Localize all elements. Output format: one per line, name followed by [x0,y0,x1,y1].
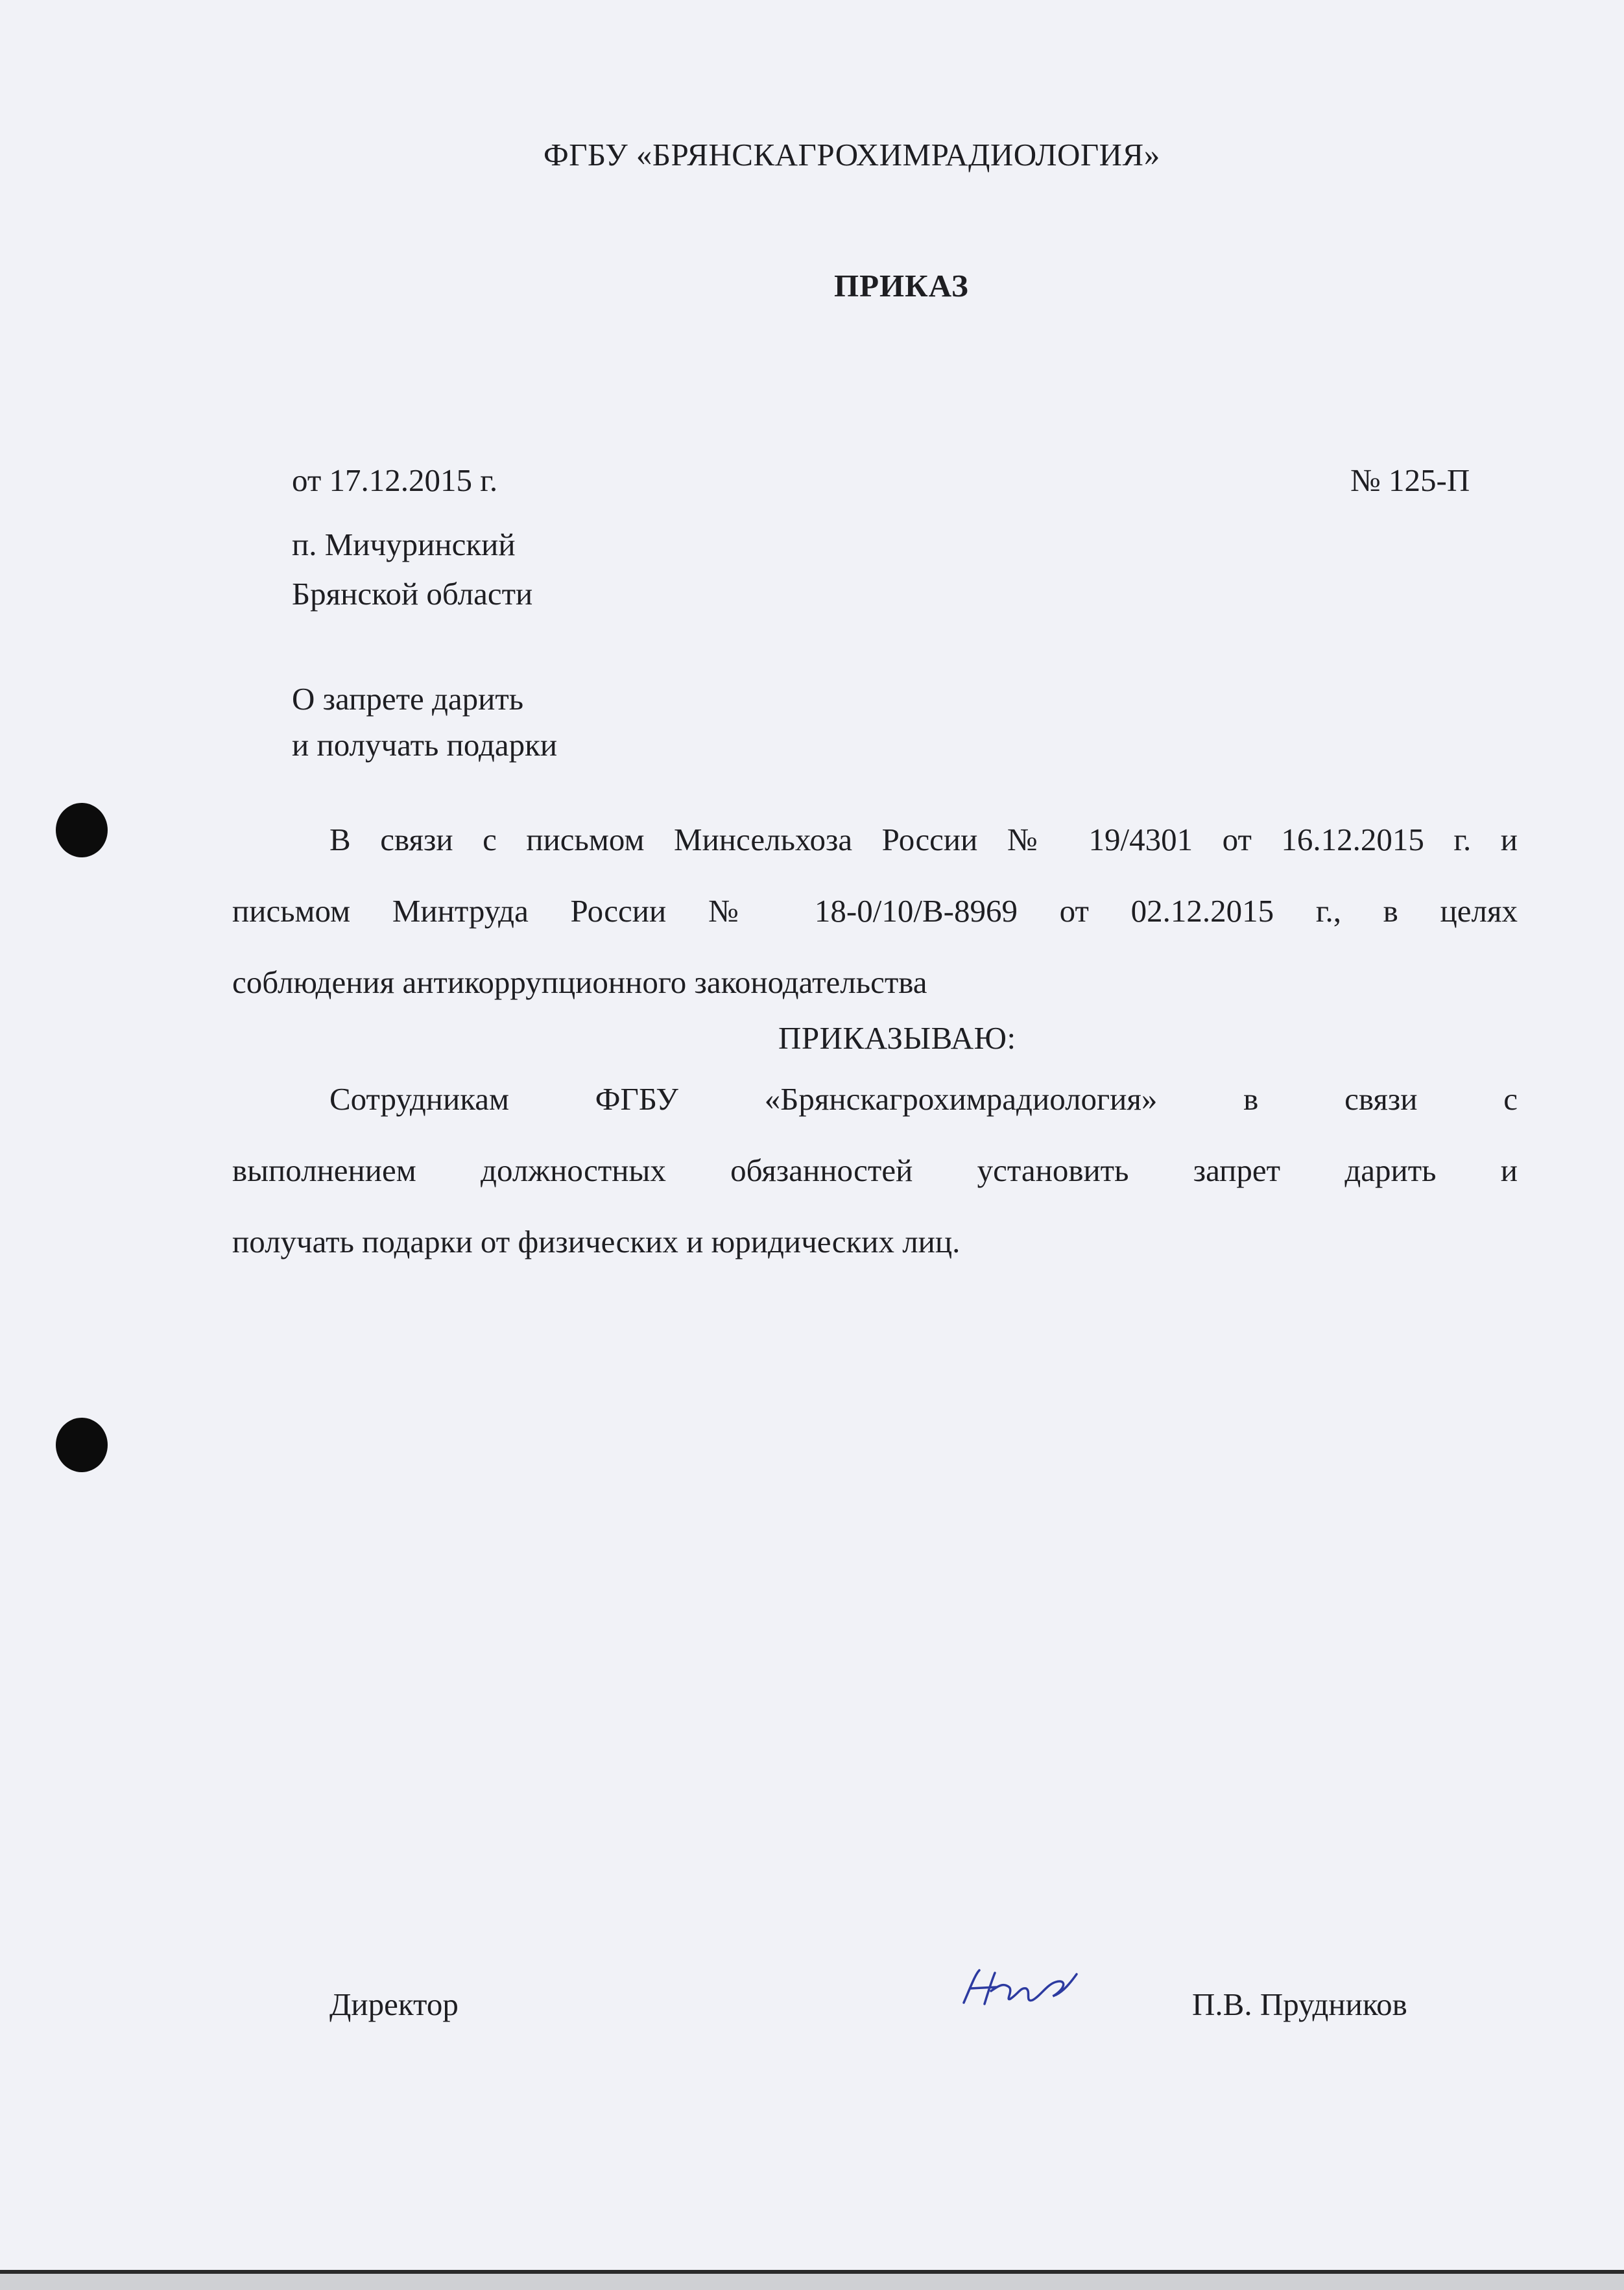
punch-hole [56,1418,108,1472]
signer-role: Директор [329,1986,459,2022]
order-line: Сотрудникам ФГБУ «Брянскагрохимрадиология» в связи с [329,1081,1518,1117]
order-line: получать подарки от физических и юридических лиц. [232,1224,961,1259]
document-title: ПРИКАЗ [834,268,969,304]
subject-line-1: О запрете дарить [292,681,524,717]
order-number: № 125-П [1350,462,1470,498]
place-line-2: Брянской области [292,576,533,612]
signer-name: П.В. Прудников [1192,1986,1407,2022]
preamble-line: письмом Минтруда России № 18-0/10/В-8969 от 02.12.2015 г., в целях [232,893,1518,929]
order-date: от 17.12.2015 г. [292,462,498,498]
preamble-line: В связи с письмом Минсельхоза России № 19/4301 от 16.12.2015 г. и [329,822,1518,857]
order-word: ПРИКАЗЫВАЮ: [778,1020,1016,1056]
preamble-line: соблюдения антикоррупционного законодательства [232,964,927,1000]
punch-hole [56,803,108,857]
order-paragraph [232,1064,1518,1278]
place-line-1: п. Мичуринский [292,527,516,562]
order-line: выполнением должностных обязанностей установить запрет дарить и [232,1152,1518,1188]
handwritten-signature [959,1965,1082,2017]
organization-name: ФГБУ «БРЯНСКАГРОХИМРАДИОЛОГИЯ» [543,137,1160,173]
preamble-paragraph [232,804,1518,1018]
scan-bottom-edge [0,2270,1624,2290]
subject-line-2: и получать подарки [292,727,558,763]
